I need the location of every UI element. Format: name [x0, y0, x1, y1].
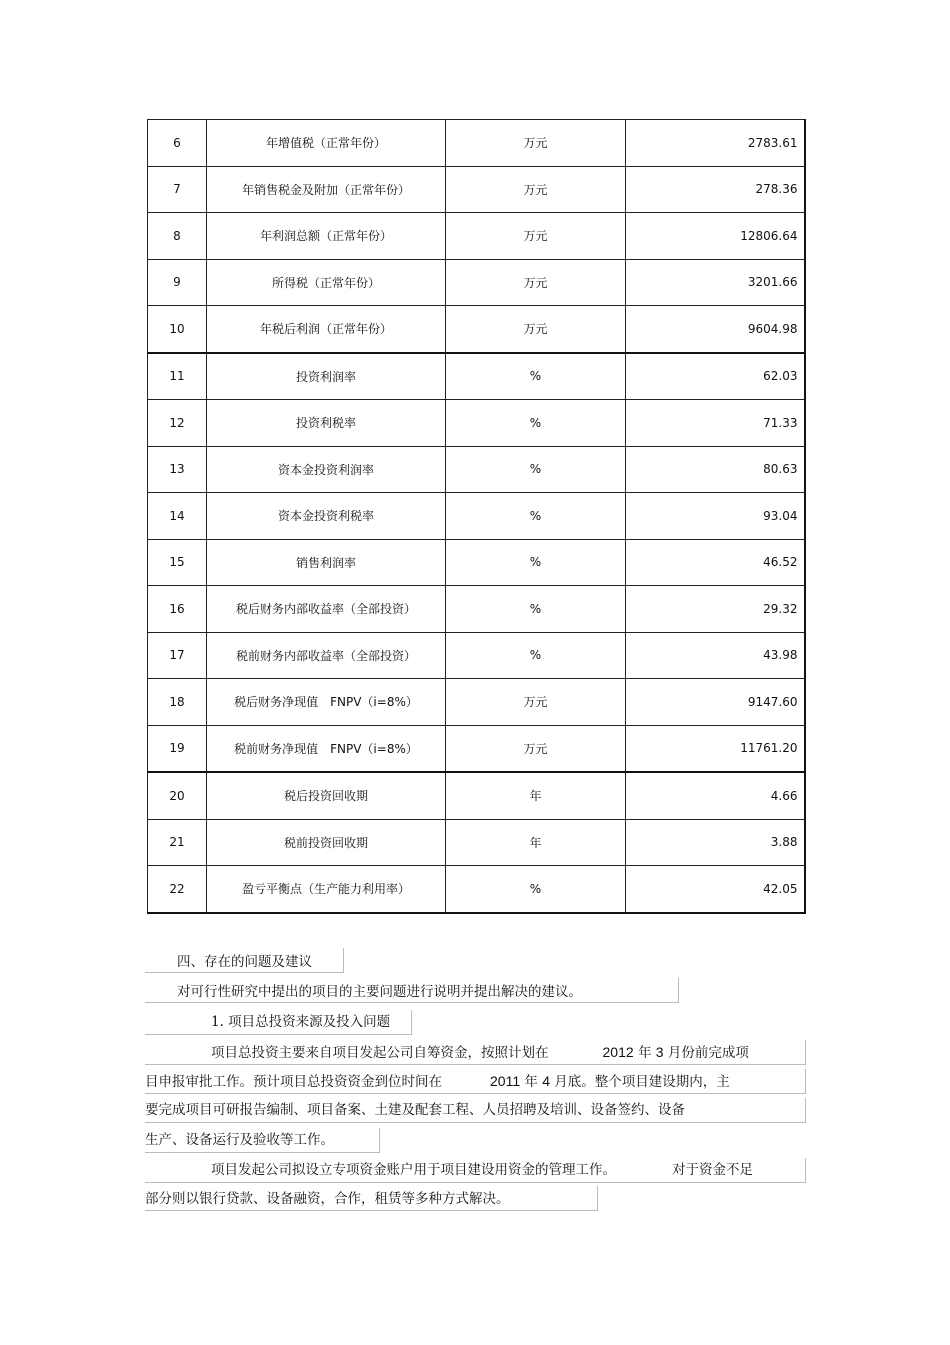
row-value-cell: 2783.61 [626, 120, 805, 167]
row-item-cell: 所得税（正常年份） [207, 259, 446, 306]
row-unit-cell: % [446, 446, 626, 493]
row-value-cell: 9604.98 [626, 306, 805, 353]
table-row [148, 725, 805, 772]
section-intro: 对可行性研究中提出的项目的主要问题进行说明并提出解决的建议。 [177, 984, 582, 1000]
table-row [148, 166, 805, 213]
table-body [148, 120, 805, 913]
row-unit-cell: % [446, 586, 626, 633]
table-row [148, 866, 805, 913]
row-number-cell: 18 [148, 679, 207, 726]
row-number-cell: 12 [148, 400, 207, 447]
row-value-cell: 3201.66 [626, 259, 805, 306]
table-row [148, 632, 805, 679]
financial-indicators-table [147, 119, 806, 914]
row-number-cell: 22 [148, 866, 207, 913]
table-row [148, 259, 805, 306]
row-unit-cell: 年 [446, 772, 626, 819]
row-value-cell: 93.04 [626, 493, 805, 540]
row-unit-cell: 万元 [446, 166, 626, 213]
row-value-cell: 62.03 [626, 353, 805, 400]
row-item-cell: 税后财务净现值 FNPV（i=8%） [207, 679, 446, 726]
row-unit-cell: 万元 [446, 306, 626, 353]
row-value-cell: 29.32 [626, 586, 805, 633]
row-unit-cell: % [446, 632, 626, 679]
row-unit-cell: % [446, 400, 626, 447]
table-row [148, 213, 805, 260]
row-unit-cell: 万元 [446, 725, 626, 772]
p2-l1b: 对于资金不足 [672, 1162, 753, 1178]
p1-line-1 [211, 1042, 749, 1063]
row-item-cell: 资本金投资利税率 [207, 493, 446, 540]
p1-l2d: 4 [542, 1073, 550, 1089]
row-unit-cell: % [446, 866, 626, 913]
row-item-cell: 税后财务内部收益率（全部投资） [207, 586, 446, 633]
table-row [148, 400, 805, 447]
row-item-cell: 年销售税金及附加（正常年份） [207, 166, 446, 213]
row-item-cell: 年利润总额（正常年份） [207, 213, 446, 260]
row-number-cell: 11 [148, 353, 207, 400]
table-row [148, 306, 805, 353]
row-number-cell: 15 [148, 539, 207, 586]
p2-l1a: 项目发起公司拟设立专项资金账户用于项目建设用资金的管理工作。 [211, 1162, 616, 1178]
row-item-cell: 投资利润率 [207, 353, 446, 400]
row-item-cell: 税前财务净现值 FNPV（i=8%） [207, 725, 446, 772]
row-value-cell: 11761.20 [626, 725, 805, 772]
row-number-cell: 7 [148, 166, 207, 213]
section-subheading: 1. 项目总投资来源及投入问题 [211, 1014, 391, 1030]
row-number-cell: 14 [148, 493, 207, 540]
row-item-cell: 税前投资回收期 [207, 819, 446, 866]
table-row [148, 120, 805, 167]
row-number-cell: 9 [148, 259, 207, 306]
row-unit-cell: 万元 [446, 120, 626, 167]
row-number-cell: 20 [148, 772, 207, 819]
table-row [148, 539, 805, 586]
p1-l1a: 项目总投资主要来自项目发起公司自筹资金，按照计划在 [211, 1045, 549, 1061]
table-row [148, 772, 805, 819]
row-value-cell: 12806.64 [626, 213, 805, 260]
row-number-cell: 16 [148, 586, 207, 633]
row-number-cell: 21 [148, 819, 207, 866]
row-unit-cell: % [446, 539, 626, 586]
table-row [148, 819, 805, 866]
row-value-cell: 71.33 [626, 400, 805, 447]
row-item-cell: 投资利税率 [207, 400, 446, 447]
p1-line-2 [145, 1071, 730, 1092]
p1-line-3: 要完成项目可研报告编制、项目备案、土建及配套工程、人员招聘及培训、设备签约、设备 [145, 1102, 685, 1118]
section-heading: 四、存在的问题及建议 [177, 954, 312, 970]
row-item-cell: 销售利润率 [207, 539, 446, 586]
row-number-cell: 8 [148, 213, 207, 260]
row-number-cell: 19 [148, 725, 207, 772]
p1-l2a: 目申报审批工作。预计项目总投资资金到位时间在 [145, 1074, 442, 1090]
table-row [148, 679, 805, 726]
row-item-cell: 税后投资回收期 [207, 772, 446, 819]
row-number-cell: 17 [148, 632, 207, 679]
row-item-cell: 资本金投资利润率 [207, 446, 446, 493]
row-unit-cell: % [446, 353, 626, 400]
p1-line-4: 生产、设备运行及验收等工作。 [145, 1132, 334, 1148]
row-item-cell: 盈亏平衡点（生产能力利用率） [207, 866, 446, 913]
p1-l2b: 2011 [490, 1073, 521, 1089]
row-item-cell: 年税后利润（正常年份） [207, 306, 446, 353]
p1-l1b: 2012 [602, 1044, 634, 1060]
row-value-cell: 42.05 [626, 866, 805, 913]
row-unit-cell: % [446, 493, 626, 540]
p1-l1d: 3 [655, 1044, 664, 1060]
row-number-cell: 6 [148, 120, 207, 167]
row-unit-cell: 万元 [446, 679, 626, 726]
row-unit-cell: 年 [446, 819, 626, 866]
row-value-cell: 43.98 [626, 632, 805, 679]
row-number-cell: 10 [148, 306, 207, 353]
p1-l1c: 年 [637, 1045, 652, 1061]
row-value-cell: 9147.60 [626, 679, 805, 726]
p1-l2e: 月底。整个项目建设期内，主 [554, 1074, 730, 1090]
p2-line-2: 部分则以银行贷款、设备融资，合作，租赁等多种方式解决。 [145, 1191, 510, 1207]
row-value-cell: 46.52 [626, 539, 805, 586]
table-row [148, 493, 805, 540]
row-number-cell: 13 [148, 446, 207, 493]
row-value-cell: 3.88 [626, 819, 805, 866]
row-value-cell: 80.63 [626, 446, 805, 493]
table-row [148, 446, 805, 493]
table-row [148, 586, 805, 633]
p1-l1e: 月份前完成项 [667, 1045, 749, 1061]
row-value-cell: 4.66 [626, 772, 805, 819]
row-item-cell: 税前财务内部收益率（全部投资） [207, 632, 446, 679]
p2-line-1 [211, 1160, 753, 1180]
row-unit-cell: 万元 [446, 213, 626, 260]
p1-l2c: 年 [524, 1074, 538, 1090]
row-item-cell: 年增值税（正常年份） [207, 120, 446, 167]
row-value-cell: 278.36 [626, 166, 805, 213]
table-row [148, 353, 805, 400]
row-unit-cell: 万元 [446, 259, 626, 306]
